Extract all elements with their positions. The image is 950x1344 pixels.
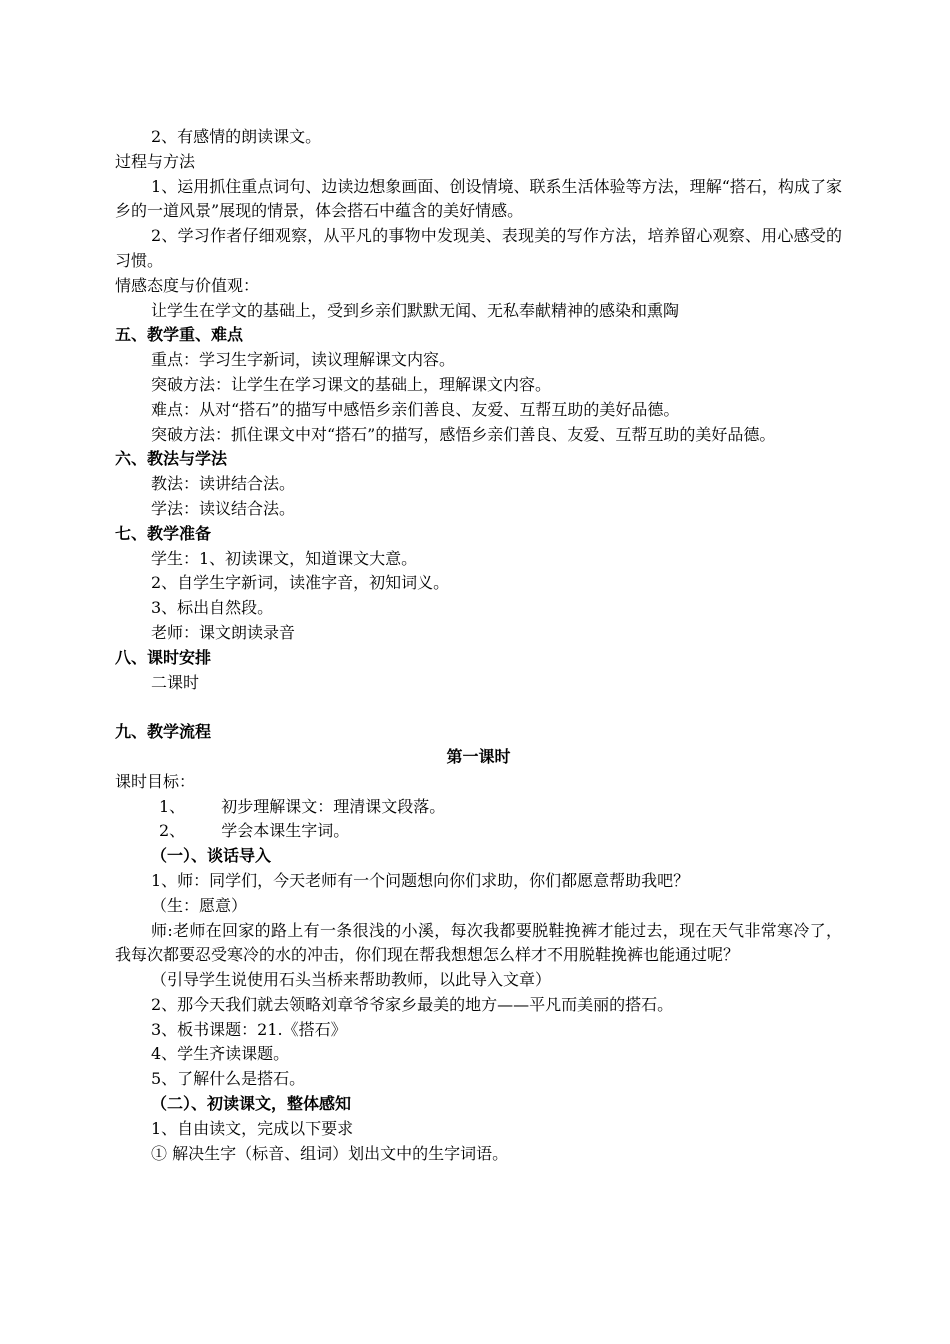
section-heading-6: 六、教法与学法 [115, 449, 228, 469]
section-heading-9: 九、教学流程 [115, 722, 212, 742]
prep-student-1: 学生：1、初读课文，知道课文大意。 [151, 548, 418, 568]
intro-step-4: 4、学生齐读课题。 [151, 1044, 290, 1064]
read-step-1: 1、自由读文，完成以下要求 [151, 1118, 354, 1138]
lesson-goals-label: 课时目标： [115, 771, 196, 791]
prep-student-2: 2、自学生字新词，读准字音，初知词义。 [151, 573, 450, 593]
goal-2 [115, 819, 842, 844]
intro-step-1: 1、师：同学们，今天老师有一个问题想向你们求助，你们都愿意帮助我吧？ [151, 870, 690, 890]
key-point: 重点：学习生字新词，读议理解课文内容。 [151, 350, 456, 370]
guidance-note: （引导学生说使用石头当桥来帮助教师，以此导入文章） [151, 970, 552, 990]
difficult-point: 难点：从对“搭石”的描写中感悟乡亲们善良、友爱、互帮互助的美好品德。 [151, 399, 680, 419]
difficult-point-method: 突破方法：抓住课文中对“搭石”的描写，感悟乡亲们善良、友爱、互帮互助的美好品德。 [151, 424, 776, 444]
subsection-heading-1: （一）、谈话导入 [151, 846, 272, 866]
goal-2-number: 2、 [159, 821, 186, 841]
goal-2-text: 学会本课生字词。 [221, 821, 350, 841]
intro-step-5: 5、了解什么是搭石。 [151, 1069, 306, 1089]
intro-step-2: 2、那今天我们就去领略刘章爷爷家乡最美的地方——平凡而美丽的搭石。 [151, 994, 674, 1014]
attitude-text: 让学生在学文的基础上，受到乡亲们默默无闻、无私奉献精神的感染和熏陶 [151, 300, 680, 320]
section-heading-8: 八、课时安排 [115, 647, 212, 667]
prep-teacher: 老师：课文朗读录音 [151, 622, 296, 642]
process-item-2: 2、学习作者仔细观察，从平凡的事物中发现美、表现美的写作方法，培养留心观察、用心感受的习惯。 [115, 226, 842, 270]
spacer [115, 695, 842, 720]
teacher-story: 师:老师在回家的路上有一条很浅的小溪，每次我都要脱鞋挽裤才能过去，现在天气非常寒冷了，我每次都要忍受寒冷的水的冲击，你们现在帮我想想怎么样才不用脱鞋挽裤也能通过呢？ [115, 920, 842, 965]
prep-student-3: 3、标出自然段。 [151, 598, 274, 618]
read-step-1-a: ① 解决生字（标音、组词）划出文中的生字词语。 [151, 1143, 509, 1163]
process-item-1: 1、运用抓住重点词句、边读边想象画面、创设情境、联系生活体验等方法，理解“搭石，构成了家乡的一道风景”展现的情景，体会搭石中蕴含的美好情感。 [115, 176, 842, 221]
intro-step-3: 3、板书课题：21.《搭石》 [151, 1019, 347, 1039]
student-response: （生：愿意） [151, 895, 248, 915]
goal-1-number: 1、 [159, 796, 186, 816]
key-point-method: 突破方法：让学生在学习课文的基础上，理解课文内容。 [151, 374, 552, 394]
section-heading-5: 五、教学重、难点 [115, 325, 244, 345]
goal-1-text: 初步理解课文：理清课文段落。 [221, 796, 446, 816]
goal-1 [115, 795, 842, 820]
learning-method: 学法：读议结合法。 [151, 498, 296, 518]
heading-process-method: 过程与方法 [115, 151, 196, 171]
subsection-heading-2: （二）、初读课文，整体感知 [151, 1094, 352, 1114]
document-page [115, 125, 842, 1166]
lesson-count: 二课时 [151, 672, 200, 692]
objective-read-aloud: 2、有感情的朗读课文。 [151, 127, 322, 146]
section-heading-7: 七、教学准备 [115, 523, 212, 543]
teaching-method: 教法：读讲结合法。 [151, 474, 296, 494]
heading-attitude-values: 情感态度与价值观： [115, 275, 260, 295]
lesson-title: 第一课时 [446, 746, 511, 766]
